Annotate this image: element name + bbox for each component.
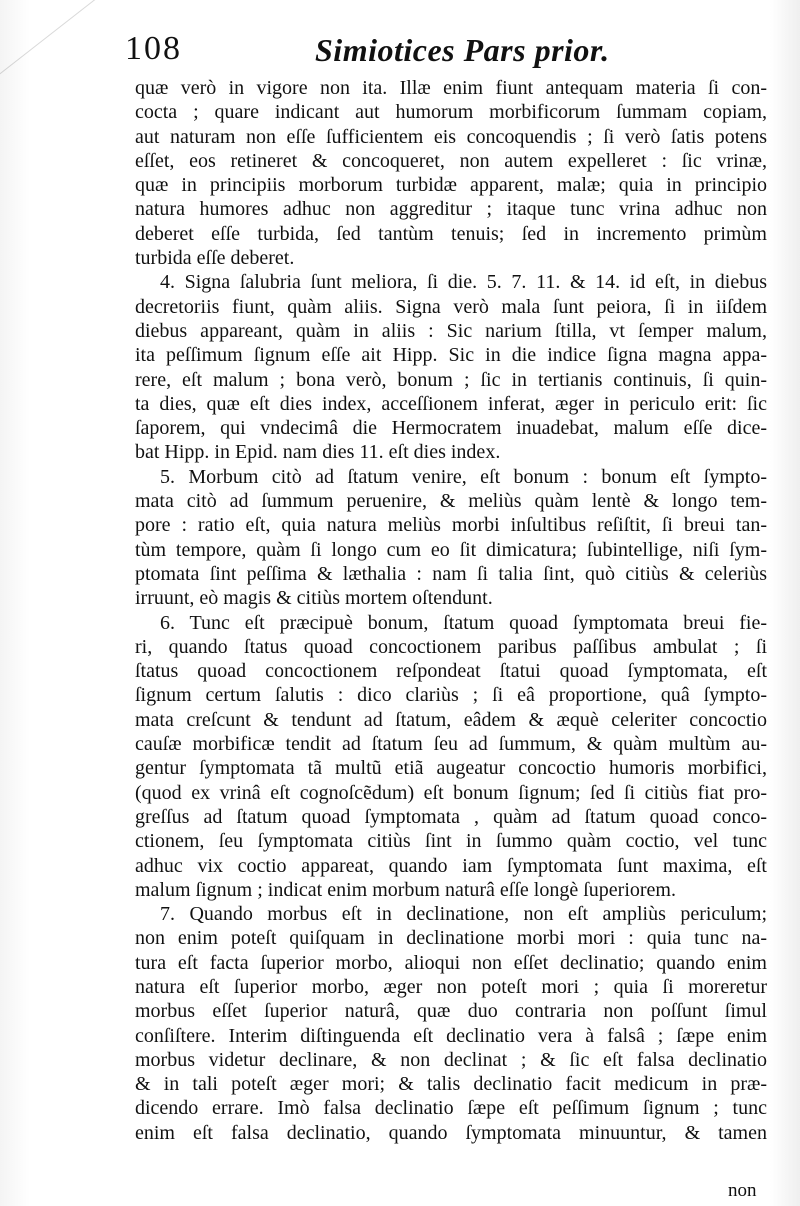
page-header xyxy=(125,30,765,80)
text-line: cauſæ morbificæ tendit ad ſtatum ſeu ad ſummum, & quàm multùm au- xyxy=(135,733,767,756)
text-line: ri, quando ſtatus quoad concoctionem paribus paſſibus ambulat ; ſi xyxy=(135,635,767,658)
text-line: mata citò ad ſummum peruenire, & meliùs quàm lentè & longo tem- xyxy=(135,490,767,513)
text-line: ita peſſimum ſignum eſſe ait Hipp. Sic in die indice ſigna magna appa- xyxy=(135,344,767,367)
text-line: cocta ; quare indicant aut humorum morbificorum ſummam copiam, xyxy=(135,101,767,124)
text-line: diebus appareant, quàm in aliis : Sic narium ſtilla, vt ſemper malum, xyxy=(135,319,767,342)
text-line: (quod ex vrinâ eſt cognoſcẽdum) eſt bonum ſignum; ſed ſi citiùs fiat pro- xyxy=(135,781,767,804)
text-line: aut naturam non eſſe ſufficientem eis concoquendis ; ſi verò ſatis potens xyxy=(135,125,767,148)
text-line: enim eſt falsa declinatio, quando ſymptomata minuuntur, & tamen xyxy=(135,1121,767,1144)
text-line: ſaporem, qui vndecimâ die Hermocratem inuadebat, malum eſſe dice- xyxy=(135,417,767,440)
text-line: malum ſignum ; indicat enim morbum naturâ eſſe longè ſuperiorem. xyxy=(135,878,676,901)
text-line: morbus videtur declinare, & non declinat ; & ſic eſt falsa declinatio xyxy=(135,1048,767,1071)
text-line: natura humores adhuc non aggreditur ; itaque tunc vrina adhuc non xyxy=(135,198,767,221)
text-line: adhuc vix coctio appareat, quando iam ſymptomata ſunt maxima, eſt xyxy=(135,854,767,877)
text-line: deberet eſſe turbida, ſed tantùm tenuis; ſed in incremento primùm xyxy=(135,222,767,245)
paragraph-start-5: 5. Morbum citò ad ſtatum venire, eſt bonum : bonum eſt ſympto- xyxy=(160,465,767,488)
text-line: turbida eſſe deberet. xyxy=(135,247,295,270)
text-line: mata creſcunt & tendunt ad ſtatum, eâdem & æquè celeriter concoctio xyxy=(135,708,767,731)
text-line: & in tali poteſt æger mori; & talis declinatio facit medicum in præ- xyxy=(135,1073,767,1096)
text-line: rere, eſt malum ; bona verò, bonum ; ſic in tertianis continuis, ſi quin- xyxy=(135,368,767,391)
text-line: ptomata ſint peſſima & læthalia : nam ſi talia ſint, quò citiùs & celeriùs xyxy=(135,562,767,585)
text-line: greſſus ad ſtatum quoad ſymptomata , quàm ad ſtatum quoad conco- xyxy=(135,805,767,828)
paragraph-start-4: 4. Signa ſalubria ſunt meliora, ſi die. 5. 7. 11. & 14. id eſt, in diebus xyxy=(160,271,767,294)
text-line: ta dies, quæ eſt dies index, acceſſionem inferat, æger in periculo erit: ſic xyxy=(135,392,767,415)
text-line: decretoriis fiunt, quàm aliis. Signa verò mala ſunt peiora, ſi in iiſdem xyxy=(135,295,767,318)
text-line: eſſet, eos retineret & concoqueret, non autem expelleret : ſic vrinæ, xyxy=(135,149,767,172)
text-line: irruunt, eò magis & citiùs mortem oſtendunt. xyxy=(135,587,493,610)
text-line: non enim poteſt quiſquam in declinatione morbi mori : quia tunc na- xyxy=(135,927,767,950)
text-line: ſignum certum ſalutis : dico clariùs ; ſi eâ proportione, quâ ſympto- xyxy=(135,684,767,707)
catchword: non xyxy=(728,1180,757,1201)
text-line: morbus eſſet ſuperior naturâ, quæ duo contraria non poſſunt ſimul xyxy=(135,1000,767,1023)
text-line: quæ verò in vigore non ita. Illæ enim fiunt antequam materia ſi con- xyxy=(135,77,767,99)
body-text xyxy=(135,76,767,1145)
text-line: bat Hipp. in Epid. nam dies 11. eſt dies index. xyxy=(135,441,501,464)
text-line: ſtatus quoad concoctionem reſpondeat ſtatui quoad ſymptomata, eſt xyxy=(135,660,767,683)
running-head: Simiotices Pars prior. xyxy=(315,32,610,68)
page-number: 108 xyxy=(125,30,182,67)
text-line: conſiſtere. Interim diſtinguenda eſt declinatio vera à falsâ ; ſæpe enim xyxy=(135,1024,767,1047)
text-line: natura eſt ſuperior morbo, æger non poteſt mori ; quia ſi moreretur xyxy=(135,975,767,998)
paragraph-start-7: 7. Quando morbus eſt in declinatione, non eſt ampliùs periculum; xyxy=(160,903,767,926)
text-line: dicendo errare. Imò falsa declinatio ſæpe eſt peſſimum ſignum ; tunc xyxy=(135,1097,767,1120)
text-line: pore : ratio eſt, quia natura meliùs morbi inſultibus reſiſtit, ſi breui tan- xyxy=(135,514,767,537)
text-line: quæ in principiis morborum turbidæ apparent, malæ; quia in principio xyxy=(135,174,767,197)
text-line: ctionem, ſeu ſymptomata citiùs ſint in ſummo quàm coctio, vel tunc xyxy=(135,830,767,853)
paragraph-start-6: 6. Tunc eſt præcipuè bonum, ſtatum quoad ſymptomata breui fie- xyxy=(160,611,767,634)
text-line: tùm tempore, quàm ſi longo cum eo ſit dimicatura; ſubintellige, niſi ſym- xyxy=(135,538,767,561)
text-line: tura eſt facta ſuperior morbo, alioqui non eſſet declinatio; quando enim xyxy=(135,951,767,974)
text-line: gentur ſymptomata tã multũ etiã augeatur concoctio humoris morbifici, xyxy=(135,757,767,780)
